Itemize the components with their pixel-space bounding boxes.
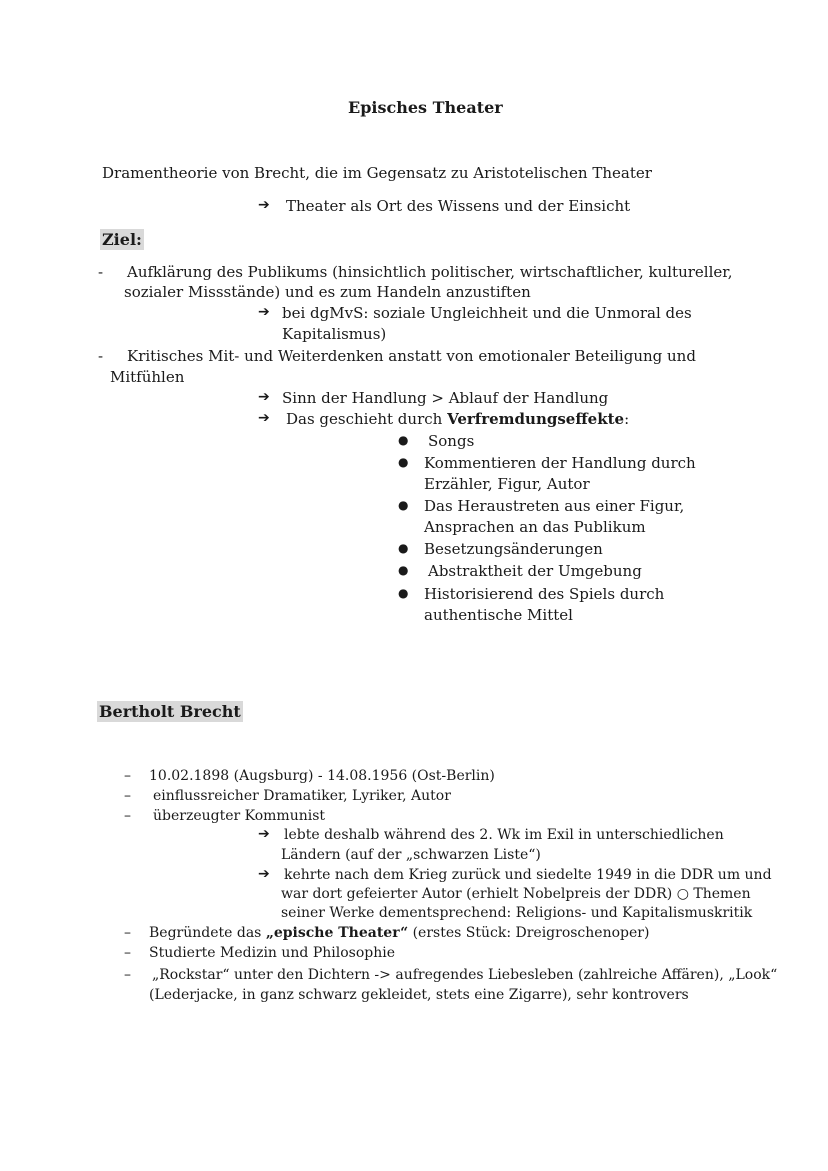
ziel-item-2-sub1: Sinn der Handlung > Ablauf der Handlung [282,389,609,407]
ziel-item-1-line2: sozialer Missstände) und es zum Handeln anzustiften [124,283,531,301]
effect-item: authentische Mittel [424,606,573,624]
dash-marker: – [124,808,131,824]
bullet-icon: ● [398,498,409,512]
ziel-item-2-line1: Kritisches Mit- und Weiterdenken anstatt von emotionaler Beteiligung und [127,347,696,365]
brecht-ddr-line1: kehrte nach dem Krieg zurück und siedelte 1949 in die DDR um und [284,867,772,883]
bullet-icon: ● [398,586,409,600]
dash-marker: – [124,925,131,941]
brecht-rockstar-line2: (Lederjacke, in ganz schwarz gekleidet, stets eine Zigarre), sehr kontrovers [149,987,689,1003]
brecht-ddr-line3: seiner Werke dementsprechend: Religions- und Kapitalismuskritik [281,905,753,921]
brecht-founded: Begründete das „epische Theater“ (erstes Stück: Dreigroschenoper) [149,925,650,941]
ziel-item-2-sub2: Das geschieht durch Verfremdungseffekte: [286,410,630,428]
bullet-icon: ● [398,455,409,469]
brecht-studied: Studierte Medizin und Philosophie [149,945,396,961]
arrow-icon: ➔ [258,197,270,213]
arrow-icon: ➔ [258,304,270,320]
brecht-rockstar-line1: „Rockstar“ unter den Dichtern -> aufregendes Liebesleben (zahlreiche Affären), „Look“ [152,967,778,983]
ziel-item-1-line1: Aufklärung des Publikums (hinsichtlich politischer, wirtschaftlicher, kultureller, [127,263,733,281]
brecht-roles: einflussreicher Dramatiker, Lyriker, Autor [153,788,451,804]
bullet-icon: ● [398,541,409,555]
brecht-heading: Bertholt Brecht [99,702,241,721]
epische-theater-term: „epische Theater“ [265,925,409,941]
effect-item: Das Heraustreten aus einer Figur, [424,497,685,515]
bullet-icon: ● [398,433,409,447]
ziel-item-2-line2: Mitfühlen [110,368,185,386]
brecht-ddr-line2: war dort gefeierter Autor (erhielt Nobelpreis der DDR) ○ Themen [281,886,751,902]
arrow-icon: ➔ [258,826,270,842]
effect-item: Erzähler, Figur, Autor [424,475,590,493]
ziel-heading: Ziel: [102,230,142,249]
dash-marker: – [124,945,131,961]
effect-item: Ansprachen an das Publikum [424,518,646,536]
effect-item: Songs [428,432,475,450]
ziel-item-1-sub1: bei dgMvS: soziale Ungleichheit und die Unmoral des [282,304,692,322]
dash-marker: - [98,263,104,281]
dash-marker: – [124,967,131,983]
page-title: Episches Theater [348,98,503,117]
effect-item: Historisierend des Spiels durch [424,585,665,603]
brecht-communist: überzeugter Kommunist [153,808,326,824]
arrow-icon: ➔ [258,866,270,882]
arrow-icon: ➔ [258,389,270,405]
intro-arrow-text: Theater als Ort des Wissens und der Einsicht [286,197,631,215]
effect-item: Kommentieren der Handlung durch [424,454,696,472]
bullet-icon: ● [398,563,409,577]
dash-marker: - [98,347,104,365]
intro-text: Dramentheorie von Brecht, die im Gegensatz zu Aristotelischen Theater [102,164,652,182]
effect-item: Abstraktheit der Umgebung [428,562,642,580]
dash-marker: – [124,768,131,784]
effect-item: Besetzungsänderungen [424,540,603,558]
brecht-exile-line1: lebte deshalb während des 2. Wk im Exil in unterschiedlichen [284,827,724,843]
arrow-icon: ➔ [258,410,270,426]
verfremdungseffekte-term: Verfremdungseffekte [447,410,625,428]
brecht-exile-line2: Ländern (auf der „schwarzen Liste“) [281,847,541,863]
dash-marker: – [124,788,131,804]
brecht-life: 10.02.1898 (Augsburg) - 14.08.1956 (Ost-Berlin) [149,768,495,784]
ziel-item-1-sub2: Kapitalismus) [282,325,387,343]
